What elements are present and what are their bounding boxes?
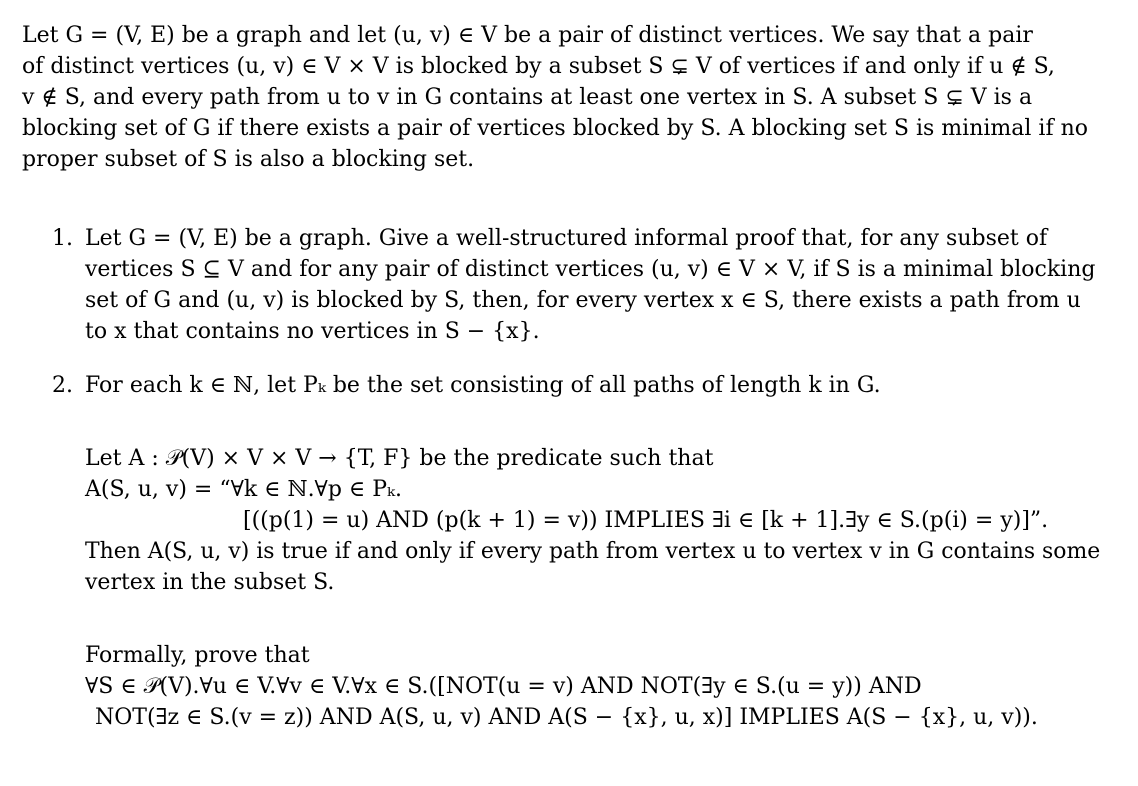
predicate-formula: [((p(1) = u) AND (p(k + 1) = v)) IMPLIES ∃i ∈ [k + 1].∃y ∈ S.(p(i) = y)]”. xyxy=(243,508,1049,533)
item1-line: Let G = (V, E) be a graph. Give a well-structured informal proof that, for any subset of xyxy=(85,226,1048,251)
predicate-line: A(S, u, v) = “∀k ∈ ℕ.∀p ∈ Pₖ. xyxy=(85,477,403,502)
list-item-body xyxy=(85,370,1100,733)
formal-line: Formally, prove that xyxy=(85,643,310,668)
item2-intro-line: For each k ∈ ℕ, let Pₖ be the set consisting of all paths of length k in G. xyxy=(85,373,881,398)
formal-line: ∀S ∈ 𝒫(V).∀u ∈ V.∀v ∈ V.∀x ∈ S.([NOT(u = v) AND NOT(∃y ∈ S.(u = y)) AND xyxy=(85,674,922,699)
intro-line: blocking set of G if there exists a pair of vertices blocked by S. A blocking set S is minimal if no xyxy=(22,116,1088,141)
then-line: Then A(S, u, v) is true if and only if every path from vertex u to vertex v in G contains some xyxy=(85,539,1101,564)
intro-line: proper subset of S is also a blocking set. xyxy=(22,147,475,172)
item1-line: set of G and (u, v) is blocked by S, then, for every vertex x ∈ S, there exists a path from u xyxy=(85,288,1081,313)
item1-line: to x that contains no vertices in S − {x}. xyxy=(85,319,540,344)
then-line: vertex in the subset S. xyxy=(85,570,335,595)
list-item-number: 1. xyxy=(52,226,73,251)
formal-line: NOT(∃z ∈ S.(v = z)) AND A(S, u, v) AND A(S − {x}, u, x)] IMPLIES A(S − {x}, u, v)). xyxy=(95,705,1038,730)
item1-line: vertices S ⊆ V and for any pair of distinct vertices (u, v) ∈ V × V, if S is a minimal blocking xyxy=(85,257,1096,282)
intro-line: v ∉ S, and every path from u to v in G contains at least one vertex in S. A subset S ⊊ V is a xyxy=(22,85,1033,110)
intro-line: Let G = (V, E) be a graph and let (u, v) ∈ V be a pair of distinct vertices. We say that a pair xyxy=(22,23,1033,48)
intro-paragraph xyxy=(22,20,1100,175)
list-item-number: 2. xyxy=(52,373,73,398)
list-item-body xyxy=(85,223,1100,347)
predicate-line: Let A : 𝒫(V) × V × V → {T, F} be the predicate such that xyxy=(85,446,714,471)
intro-line: of distinct vertices (u, v) ∈ V × V is blocked by a subset S ⊊ V of vertices if and only if u ∉ S, xyxy=(22,54,1055,79)
